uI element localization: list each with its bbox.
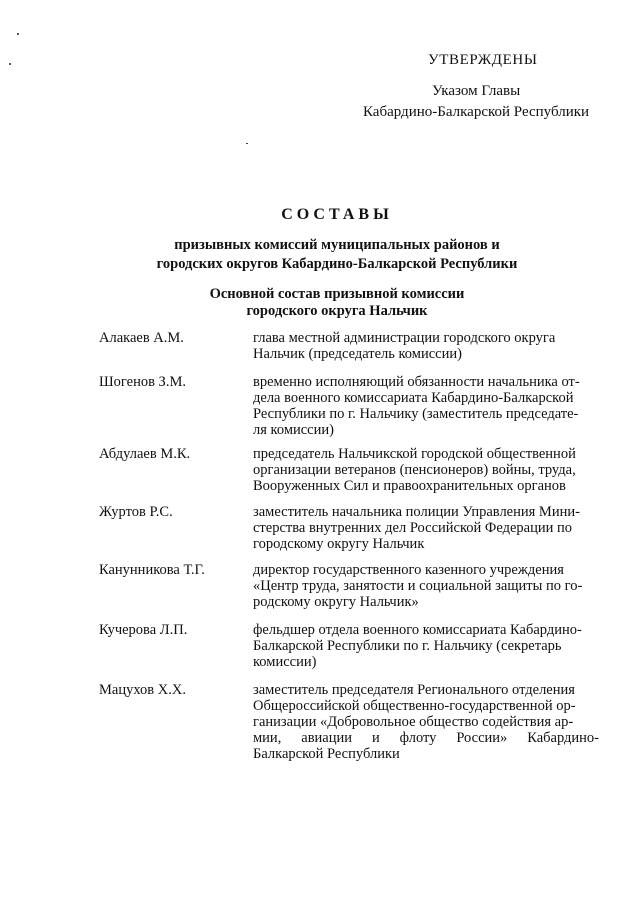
document-title: СОСТАВЫ [281, 206, 393, 223]
role-line: мии, авиации и флоту России» Кабардино- [253, 730, 599, 746]
role-line: председатель Нальчикской городской общественной [253, 446, 576, 462]
member-name: Журтов Р.С. [99, 504, 173, 520]
role-line: заместитель председателя Регионального отделения [253, 682, 575, 698]
subtitle-line: призывных комиссий муниципальных районов и [174, 237, 500, 253]
role-line: «Центр труда, занятости и социальной защиты по го- [253, 578, 583, 594]
member-role [253, 562, 599, 610]
approval-title: УТВЕРЖДЕНЫ [428, 52, 538, 68]
section-heading-line: городского округа Нальчик [246, 303, 428, 319]
role-line: Республики по г. Нальчику (заместитель председате- [253, 406, 579, 422]
member-name: Кучерова Л.П. [99, 622, 188, 638]
role-line: ганизации «Добровольное общество содействия ар- [253, 714, 574, 730]
member-role [253, 622, 599, 670]
approval-line: Кабардино-Балкарской Республики [363, 104, 590, 120]
approval-line: Указом Главы [432, 83, 521, 99]
member-role [253, 504, 599, 552]
approval-stamp [340, 50, 600, 123]
scan-speck [246, 143, 248, 144]
member-name: Канунникова Т.Г. [99, 562, 205, 578]
role-line: организации ветеранов (пенсионеров) войны, труда, [253, 462, 576, 478]
role-line: родскому округу Нальчик» [253, 594, 419, 610]
scan-speck [9, 63, 11, 65]
member-role [253, 374, 599, 438]
role-line: временно исполняющий обязанности начальника от- [253, 374, 580, 390]
role-line: Вооруженных Сил и правоохранительных органов [253, 478, 566, 494]
role-line: ля комиссии) [253, 422, 334, 438]
member-name: Мацухов Х.Х. [99, 682, 186, 698]
member-name: Абдулаев М.К. [99, 446, 191, 462]
section-heading [0, 286, 640, 320]
scan-speck [17, 33, 19, 35]
member-role [253, 330, 599, 362]
member-name: Алакаев А.М. [99, 330, 184, 346]
role-line: городскому округу Нальчик [253, 536, 425, 552]
member-name: Шогенов З.М. [99, 374, 186, 390]
member-role [253, 446, 599, 494]
role-line: дела военного комиссариата Кабардино-Балкарской [253, 390, 574, 406]
role-line: директор государственного казенного учреждения [253, 562, 564, 578]
subtitle-line: городских округов Кабардино-Балкарской Республики [156, 256, 518, 272]
document-subtitle [0, 236, 640, 274]
role-line: Общероссийской общественно-государственной ор- [253, 698, 576, 714]
role-line: Нальчик (председатель комиссии) [253, 346, 462, 362]
role-line: фельдшер отдела военного комиссариата Кабардино- [253, 622, 582, 638]
role-line: комиссии) [253, 654, 317, 670]
section-heading-line: Основной состав призывной комиссии [209, 286, 465, 302]
role-line: Балкарской Республики [253, 746, 400, 762]
role-line: заместитель начальника полиции Управления Мини- [253, 504, 580, 520]
member-role [253, 682, 599, 762]
role-line: глава местной администрации городского округа [253, 330, 556, 346]
role-line: стерства внутренних дел Российской Федерации по [253, 520, 573, 536]
role-line: Балкарской Республики по г. Нальчику (секретарь [253, 638, 562, 654]
